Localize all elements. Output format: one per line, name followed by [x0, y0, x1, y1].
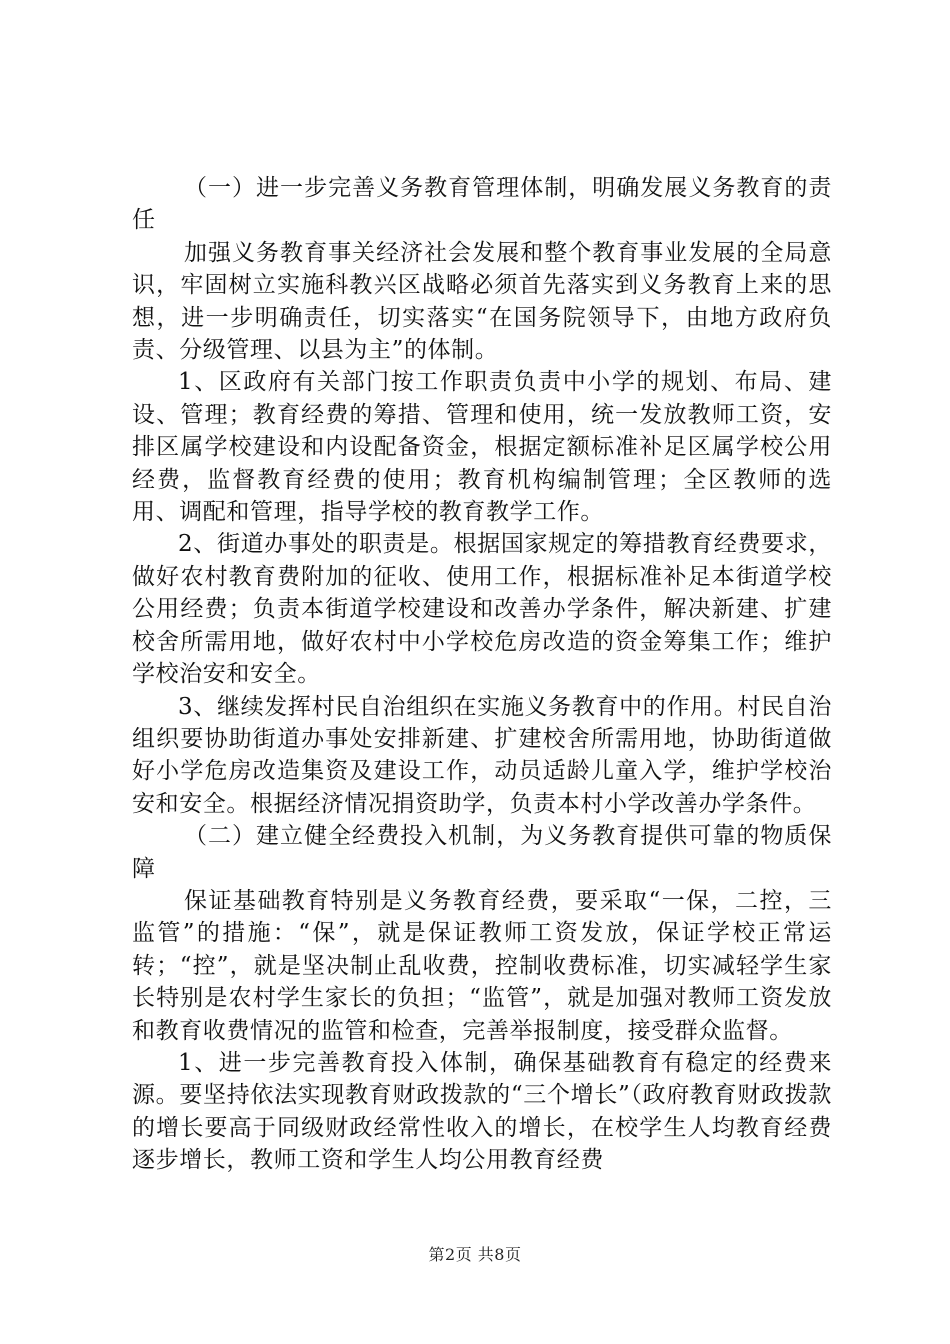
- list-item-1: 1、区政府有关部门按工作职责负责中小学的规划、布局、建设、管理；教育经费的筹措、管理和使用，统一发放教师工资，安排区属学校建设和内设配备资金，根据定额标准补足区属学校公用经费，监督教育经费的使用；教育机构编制管理；全区教师的选用、调配和管理，指导学校的教育教学工作。: [132, 369, 832, 526]
- paragraph: 加强义务教育事关经济社会发展和整个教育事业发展的全局意识，牢固树立实施科教兴区战略必须首先落实到义务教育上来的思想，进一步明确责任，切实落实“在国务院领导下，由地方政府负责、分级管理、以县为主”的体制。: [132, 239, 832, 364]
- list-item-1: 1、进一步完善教育投入体制，确保基础教育有稳定的经费来源。要坚持依法实现教育财政拨款的“三个增长”（政府教育财政拨款的增长要高于同级财政经常性收入的增长，在校学生人均教育经费逐步增长，教师工资和学生人均公用教育经费: [132, 1049, 832, 1174]
- page-number-footer: 第2页 共8页: [428, 1245, 522, 1264]
- paragraph: 保证基础教育特别是义务教育经费，要采取“一保，二控，三监管”的措施：“保”，就是保证教师工资发放，保证学校正常运转；“控”，就是坚决制止乱收费，控制收费标准，切实减轻学生家长特别是农村学生家长的负担；“监管”，就是加强对教师工资发放和教育收费情况的监管和检查，完善举报制度，接受群众监督。: [132, 887, 832, 1044]
- document-body: [132, 172, 832, 1177]
- section-heading-2: （二）建立健全经费投入机制，为义务教育提供可靠的物质保障: [132, 823, 832, 882]
- list-item-3: 3、继续发挥村民自治组织在实施义务教育中的作用。村民自治组织要协助街道办事处安排新建、扩建校舍所需用地，协助街道做好小学危房改造集资及建设工作，动员适龄儿童入学，维护学校治安和安全。根据经济情况捐资助学，负责本村小学改善办学条件。: [132, 693, 832, 817]
- list-item-2: 2、街道办事处的职责是。根据国家规定的筹措教育经费要求，做好农村教育费附加的征收、使用工作，根据标准补足本街道学校公用经费；负责本街道学校建设和改善办学条件，解决新建、扩建校舍所需用地，做好农村中小学校危房改造的资金筹集工作；维护学校治安和安全。: [132, 531, 832, 688]
- section-heading-1: （一）进一步完善义务教育管理体制，明确发展义务教育的责任: [132, 175, 832, 234]
